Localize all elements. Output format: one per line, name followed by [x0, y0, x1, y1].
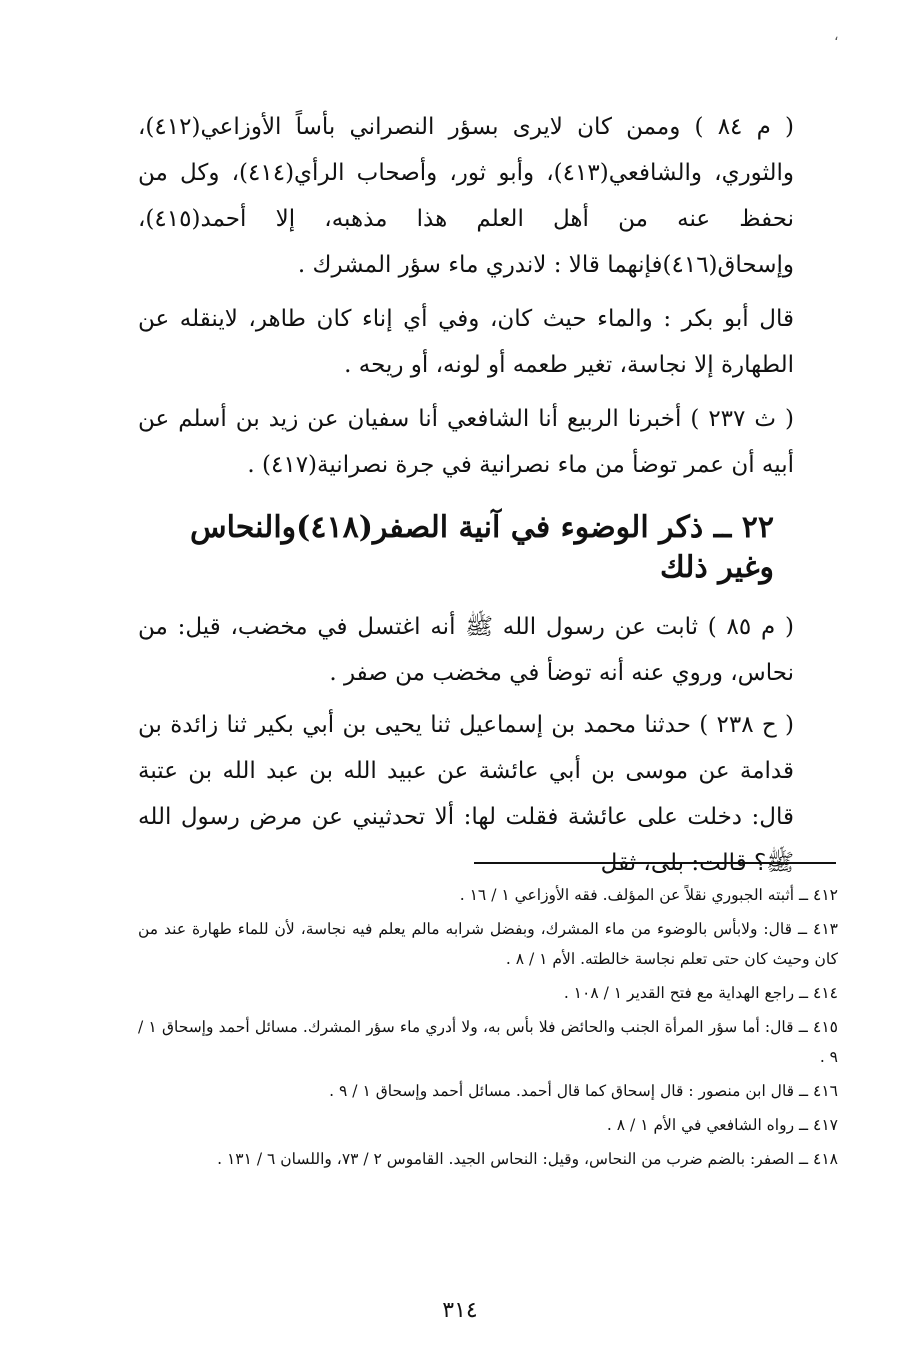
footnote-418: ٤١٨ ــ الصفر: بالضم ضرب من النحاس، وقيل: النحاس الجيد. القاموس ٢ / ٧٣، واللسان ٦ / ١٣١ .	[217, 1150, 838, 1168]
footnote-417: ٤١٧ ــ رواه الشافعي في الأم ١ / ٨ .	[606, 1116, 838, 1134]
page-number: ٣١٤	[442, 1298, 478, 1323]
footnote-413: ٤١٣ ــ قال: ولابأس بالوضوء من ماء المشرك، وبفضل شرابه مالم يعلم فيه نجاسة، لأن للماء طهارة عند من كان وحيث كان حتى تعلم نجاسة خالطته. الأم ١ / ٨ .	[138, 920, 838, 968]
paragraph-th237: ( ث ٢٣٧ ) أخبرنا الربيع أنا الشافعي أنا سفيان عن زيد بن أسلم عن أبيه أن عمر توضأ من ماء نصرانية في جرة نصرانية(٤١٧) .	[138, 406, 795, 478]
paragraph-abu-bakr: قال أبو بكر : والماء حيث كان، وفي أي إناء كان طاهر، لاينقله عن الطهارة إلا نجاسة، تغير طعمه أو لونه، أو ريحه .	[138, 306, 794, 378]
footnote-415: ٤١٥ ــ قال: أما سؤر المرأة الجنب والحائض فلا بأس به، ولا أدري ماء سؤر المشرك. مسائل أحمد وإسحاق ١ / ٩ .	[138, 1018, 839, 1066]
paragraph-h238: ( ح ٢٣٨ ) حدثنا محمد بن إسماعيل ثنا يحيى بن أبي بكير ثنا زائدة بن قدامة عن موسى بن أبي عائشة عن عبيد الله بن عبد الله بن عتبة قال: دخلت على عائشة فقلت لها: ألا تحدثيني عن مرض رسول الله ﷺ؟ قالت: بلى، ثقل	[138, 712, 795, 876]
corner-mark: ،	[834, 28, 839, 44]
footnote-416: ٤١٦ ــ قال ابن منصور : قال إسحاق كما قال أحمد. مسائل أحمد وإسحاق ١ / ٩ .	[329, 1082, 838, 1100]
paragraph-m84: ( م ٨٤ ) وممن كان لايرى بسؤر النصراني بأساً الأوزاعي(٤١٢)، والثوري، والشافعي(٤١٣)، وأبو ثور، وأصحاب الرأي(٤١٤)، وكل من نحفظ عنه من أهل العلم هذا مذهبه، إلا أحمد(٤١٥)، وإسحاق(٤١٦)فإنهما قالا : لاندري ماء سؤر المشرك .	[138, 114, 795, 278]
footnote-separator	[474, 862, 836, 864]
main-text	[138, 104, 838, 496]
section-heading: ٢٢ ــ ذكر الوضوء في آنية الصفر(٤١٨)والنحاس وغير ذلك	[190, 510, 774, 585]
paragraph-m85: ( م ٨٥ ) ثابت عن رسول الله ﷺ أنه اغتسل في مخضب، قيل: من نحاس، وروي عنه أنه توضأ في مخضب من صفر .	[138, 614, 794, 686]
footnote-412: ٤١٢ ــ أثبته الجبوري نقلاً عن المؤلف. فقه الأوزاعي ١ / ١٦ .	[459, 886, 838, 904]
main-text-2	[138, 604, 838, 892]
footnotes	[138, 880, 838, 1178]
footnote-414: ٤١٤ ــ راجع الهداية مع فتح القدير ١ / ١٠٨ .	[563, 984, 838, 1002]
